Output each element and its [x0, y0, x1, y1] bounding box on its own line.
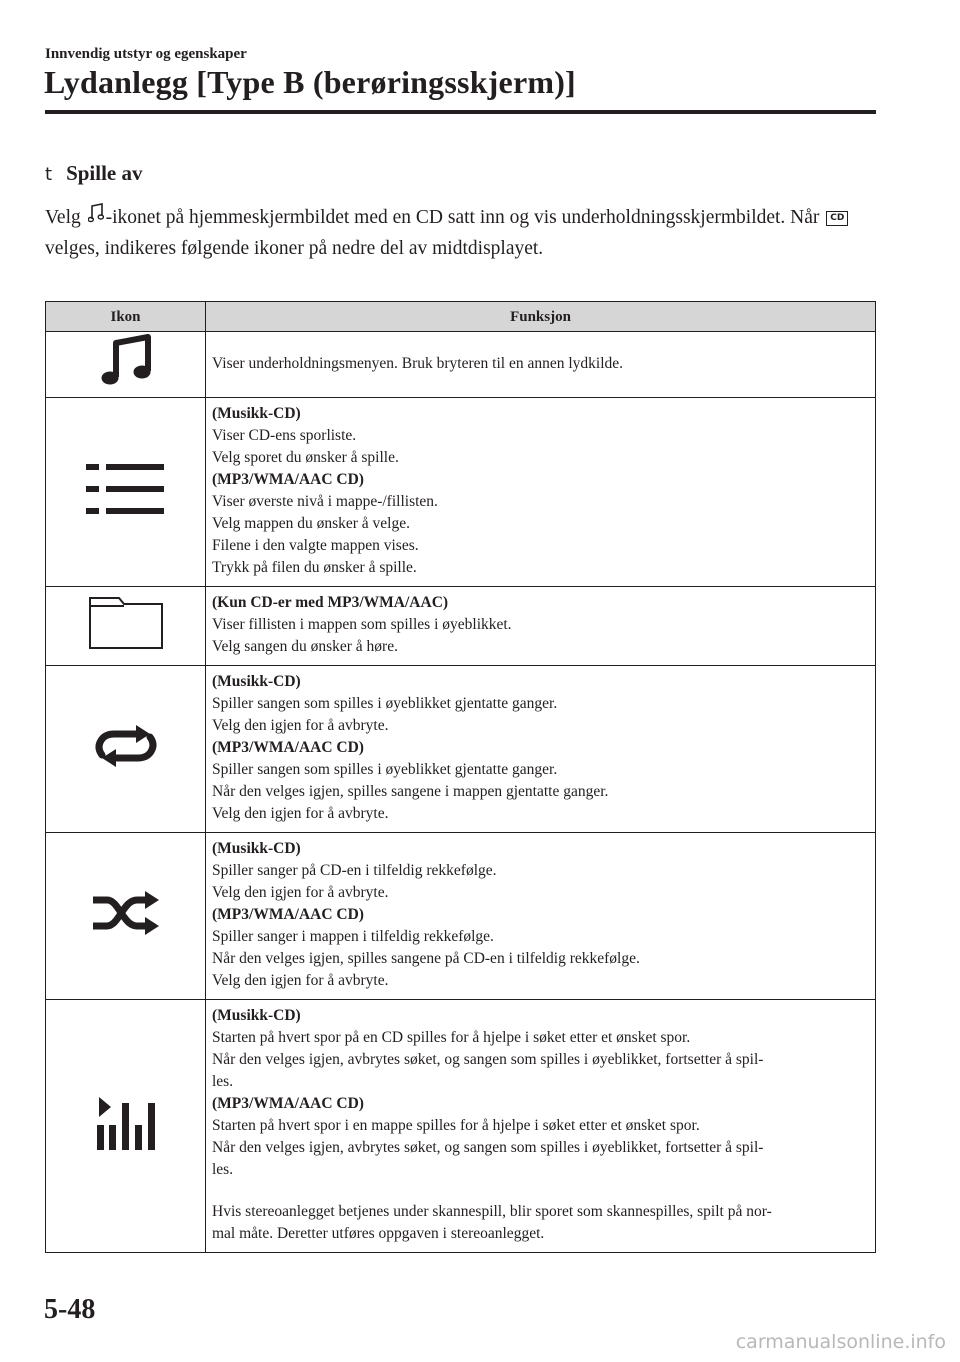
table-row — [46, 666, 876, 833]
icon-cell — [46, 587, 206, 666]
function-cell — [206, 1000, 876, 1253]
media-type-label: (Musikk-CD) — [212, 1007, 301, 1024]
description-line: Viser fillisten i mappen som spilles i øyeblikket. — [212, 616, 512, 633]
title-divider — [45, 110, 876, 114]
media-type-label: (Kun CD-er med MP3/WMA/AAC) — [212, 594, 449, 611]
description-line: les. — [212, 1161, 234, 1178]
description-line: Velg den igjen for å avbryte. — [212, 884, 389, 901]
table-row — [46, 332, 876, 398]
icon-cell — [46, 1000, 206, 1253]
description-line: Starten på hvert spor på en CD spilles for å hjelpe i søket etter et ønsket spor. — [212, 1029, 691, 1046]
intro-text-3: velges, indikeres følgende ikoner på nedre del av midtdisplayet. — [45, 238, 544, 260]
description-line: Velg den igjen for å avbryte. — [212, 717, 389, 734]
table-row — [46, 1000, 876, 1253]
watermark: carmanualsonline.info — [735, 1331, 946, 1353]
description-line: Viser øverste nivå i mappe-/fillisten. — [212, 493, 438, 510]
table-row — [46, 587, 876, 666]
description-line: Viser CD-ens sporliste. — [212, 427, 357, 444]
column-header-function: Funksjon — [206, 302, 876, 332]
subsection-heading — [45, 161, 143, 186]
media-type-label: (MP3/WMA/AAC CD) — [212, 1095, 364, 1112]
page-title: Lydanlegg [Type B (berøringsskjerm)] — [44, 64, 576, 100]
icon-cell — [46, 666, 206, 833]
function-cell — [206, 398, 876, 587]
subsection-title: Spille av — [66, 161, 143, 185]
description-line: Starten på hvert spor i en mappe spilles for å hjelpe i søket etter et ønsket spor. — [212, 1117, 700, 1134]
description-line: Spiller sanger i mappen i tilfeldig rekkefølge. — [212, 928, 494, 945]
icon-cell — [46, 833, 206, 1000]
media-type-label: (MP3/WMA/AAC CD) — [212, 739, 364, 756]
description-line: Når den velges igjen, spilles sangene på CD-en i tilfeldig rekkefølge. — [212, 950, 640, 967]
description-line: Velg sporet du ønsker å spille. — [212, 449, 399, 466]
function-cell — [206, 666, 876, 833]
description-line: Spiller sangen som spilles i øyeblikket gjentatte ganger. — [212, 695, 558, 712]
intro-text-2: -ikonet på hjemmeskjermbildet med en CD satt inn og vis underholdningsskjermbildet. Når — [105, 207, 820, 228]
description-line: Hvis stereoanlegget betjenes under skannespill, blir sporet som skannespilles, spilt på nor- — [212, 1203, 772, 1220]
icon-cell — [46, 332, 206, 398]
repeat-icon — [92, 723, 160, 776]
description-line: les. — [212, 1073, 234, 1090]
section-label: Innvendig utstyr og egenskaper — [45, 46, 247, 62]
description-line: Viser underholdningsmenyen. Bruk bryteren til en annen lydkilde. — [212, 354, 624, 372]
icon-cell — [46, 398, 206, 587]
paragraph-gap — [212, 1181, 869, 1201]
description-line: Når den velges igjen, spilles sangene i mappen gjentatte ganger. — [212, 783, 609, 800]
description-line: Spiller sangen som spilles i øyeblikket gjentatte ganger. — [212, 761, 558, 778]
description-line: Velg den igjen for å avbryte. — [212, 805, 389, 822]
function-table — [45, 301, 876, 1253]
column-header-icon: Ikon — [46, 302, 206, 332]
description-line: mal måte. Deretter utføres oppgaven i stereoanlegget. — [212, 1225, 545, 1242]
music-note-icon — [88, 203, 104, 234]
table-row — [46, 833, 876, 1000]
intro-text-1: Velg — [45, 207, 81, 228]
media-type-label: (Musikk-CD) — [212, 673, 301, 690]
description-line: Velg den igjen for å avbryte. — [212, 972, 389, 989]
media-type-label: (Musikk-CD) — [212, 840, 301, 857]
function-cell — [206, 332, 876, 398]
intro-paragraph — [45, 203, 875, 263]
description-line: Når den velges igjen, avbrytes søket, og sangen som spilles i øyeblikket, fortsetter å spil- — [212, 1051, 764, 1068]
cd-icon: CD — [826, 211, 848, 226]
page-number: 5-48 — [44, 1294, 96, 1325]
media-type-label: (MP3/WMA/AAC CD) — [212, 471, 364, 488]
description-line: Velg sangen du ønsker å høre. — [212, 638, 398, 655]
description-line: Velg mappen du ønsker å velge. — [212, 515, 410, 532]
description-line: Når den velges igjen, avbrytes søket, og sangen som spilles i øyeblikket, fortsetter å spil- — [212, 1139, 764, 1156]
description-line: Spiller sanger på CD-en i tilfeldig rekkefølge. — [212, 862, 497, 879]
music-note-icon — [96, 333, 156, 396]
description-line: Trykk på filen du ønsker å spille. — [212, 559, 417, 576]
scan-icon — [95, 1095, 157, 1158]
media-type-label: (MP3/WMA/AAC CD) — [212, 906, 364, 923]
table-row — [46, 398, 876, 587]
folder-icon — [89, 597, 163, 656]
list-icon — [86, 464, 166, 521]
function-cell — [206, 587, 876, 666]
media-type-label: (Musikk-CD) — [212, 405, 301, 422]
subsection-marker: t — [45, 164, 53, 185]
description-line: Filene i den valgte mappen vises. — [212, 537, 419, 554]
function-cell — [206, 833, 876, 1000]
shuffle-icon — [91, 890, 161, 943]
